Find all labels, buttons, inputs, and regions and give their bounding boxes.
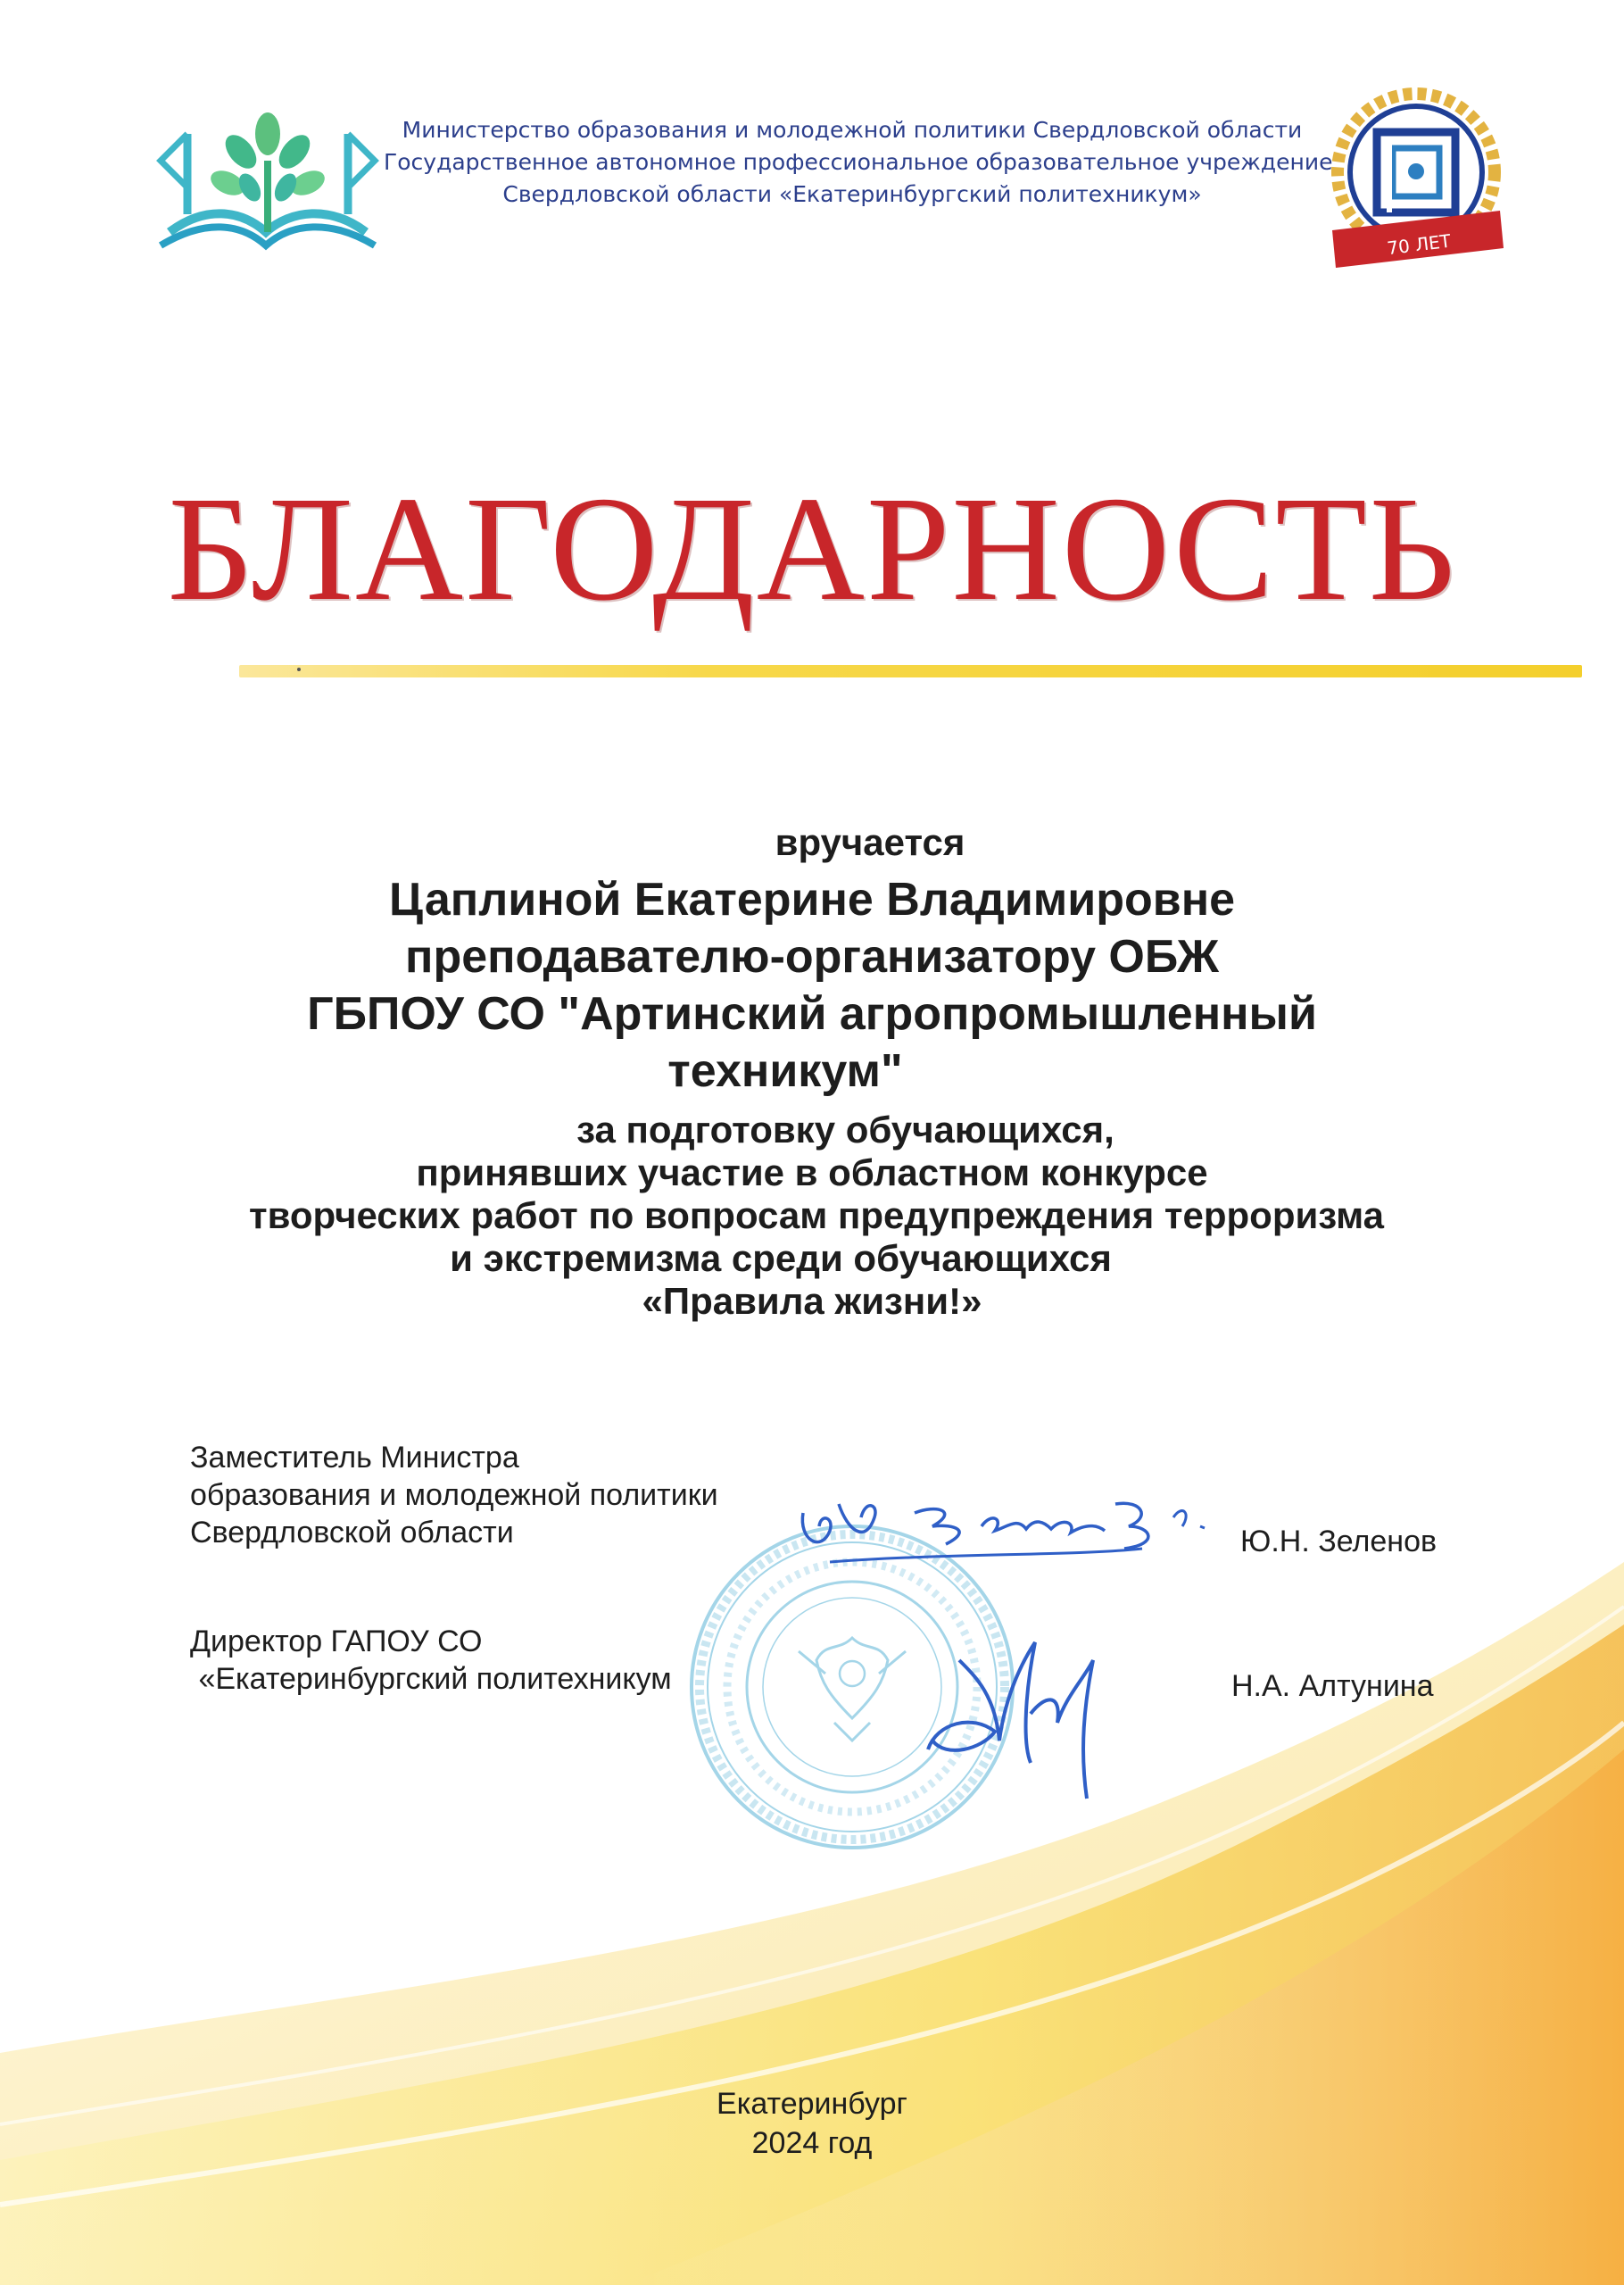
signatory-position-director [190, 1623, 672, 1698]
place-and-date [0, 2084, 1624, 2163]
certificate-body [0, 814, 1624, 1323]
year: 2024 год [751, 2126, 873, 2160]
education-book-logo [152, 98, 384, 259]
recipient-line: Цаплиной Екатерине Владимировне [388, 874, 1236, 926]
recipient-line: преподавателю-организатору ОБЖ [405, 931, 1219, 983]
signature-altunina [910, 1607, 1142, 1803]
recipient-line: техникум" [667, 1045, 903, 1097]
signatory-name-zelenov: Ю.Н. Зеленов [1240, 1525, 1438, 1558]
signatory-name-altunina: Н.А. Алтунина [1231, 1669, 1434, 1703]
city: Екатеринбург [717, 2087, 907, 2121]
handwritten-signature-zelenov [767, 1477, 1231, 1575]
position-line: образования и молодежной политики [190, 1478, 718, 1512]
badge-70-years: 70 ЛЕТ [1386, 229, 1453, 260]
recipient-line: ГБПОУ СО "Артинский агропромышленный [307, 988, 1317, 1040]
intro-text: вручается [775, 821, 965, 863]
header-line-institution-type: Государственное автономное профессиональное образовательное учреждение [384, 149, 1333, 175]
reason-line: и экстремизма среди обучающихся [450, 1237, 1112, 1279]
position-line: Заместитель Министра [190, 1441, 519, 1475]
certificate-title: БЛАГОДАРНОСТЬ [167, 466, 1457, 632]
header-line-institution-name: Свердловской области «Екатеринбургский политехникум» [502, 181, 1202, 207]
reason-line: творческих работ по вопросам предупреждения терроризма [249, 1194, 1384, 1236]
header-line-ministry: Министерство образования и молодежной политики Свердловской области [402, 117, 1303, 143]
title-underline [239, 665, 1582, 677]
position-line: «Екатеринбургский политехникум [190, 1662, 672, 1696]
issuer-header [384, 114, 1333, 211]
position-line: Свердловской области [190, 1516, 514, 1550]
signatory-position-deputy-minister [190, 1439, 718, 1551]
reason-line: принявших участие в областном конкурсе [416, 1151, 1208, 1193]
politechnikum-70-years-logo [1316, 79, 1517, 279]
scan-speck [297, 668, 301, 671]
contest-name: «Правила жизни!» [642, 1280, 982, 1322]
position-line: Директор ГАПОУ СО [190, 1624, 483, 1658]
reason-line: за подготовку обучающихся, [576, 1109, 1114, 1151]
